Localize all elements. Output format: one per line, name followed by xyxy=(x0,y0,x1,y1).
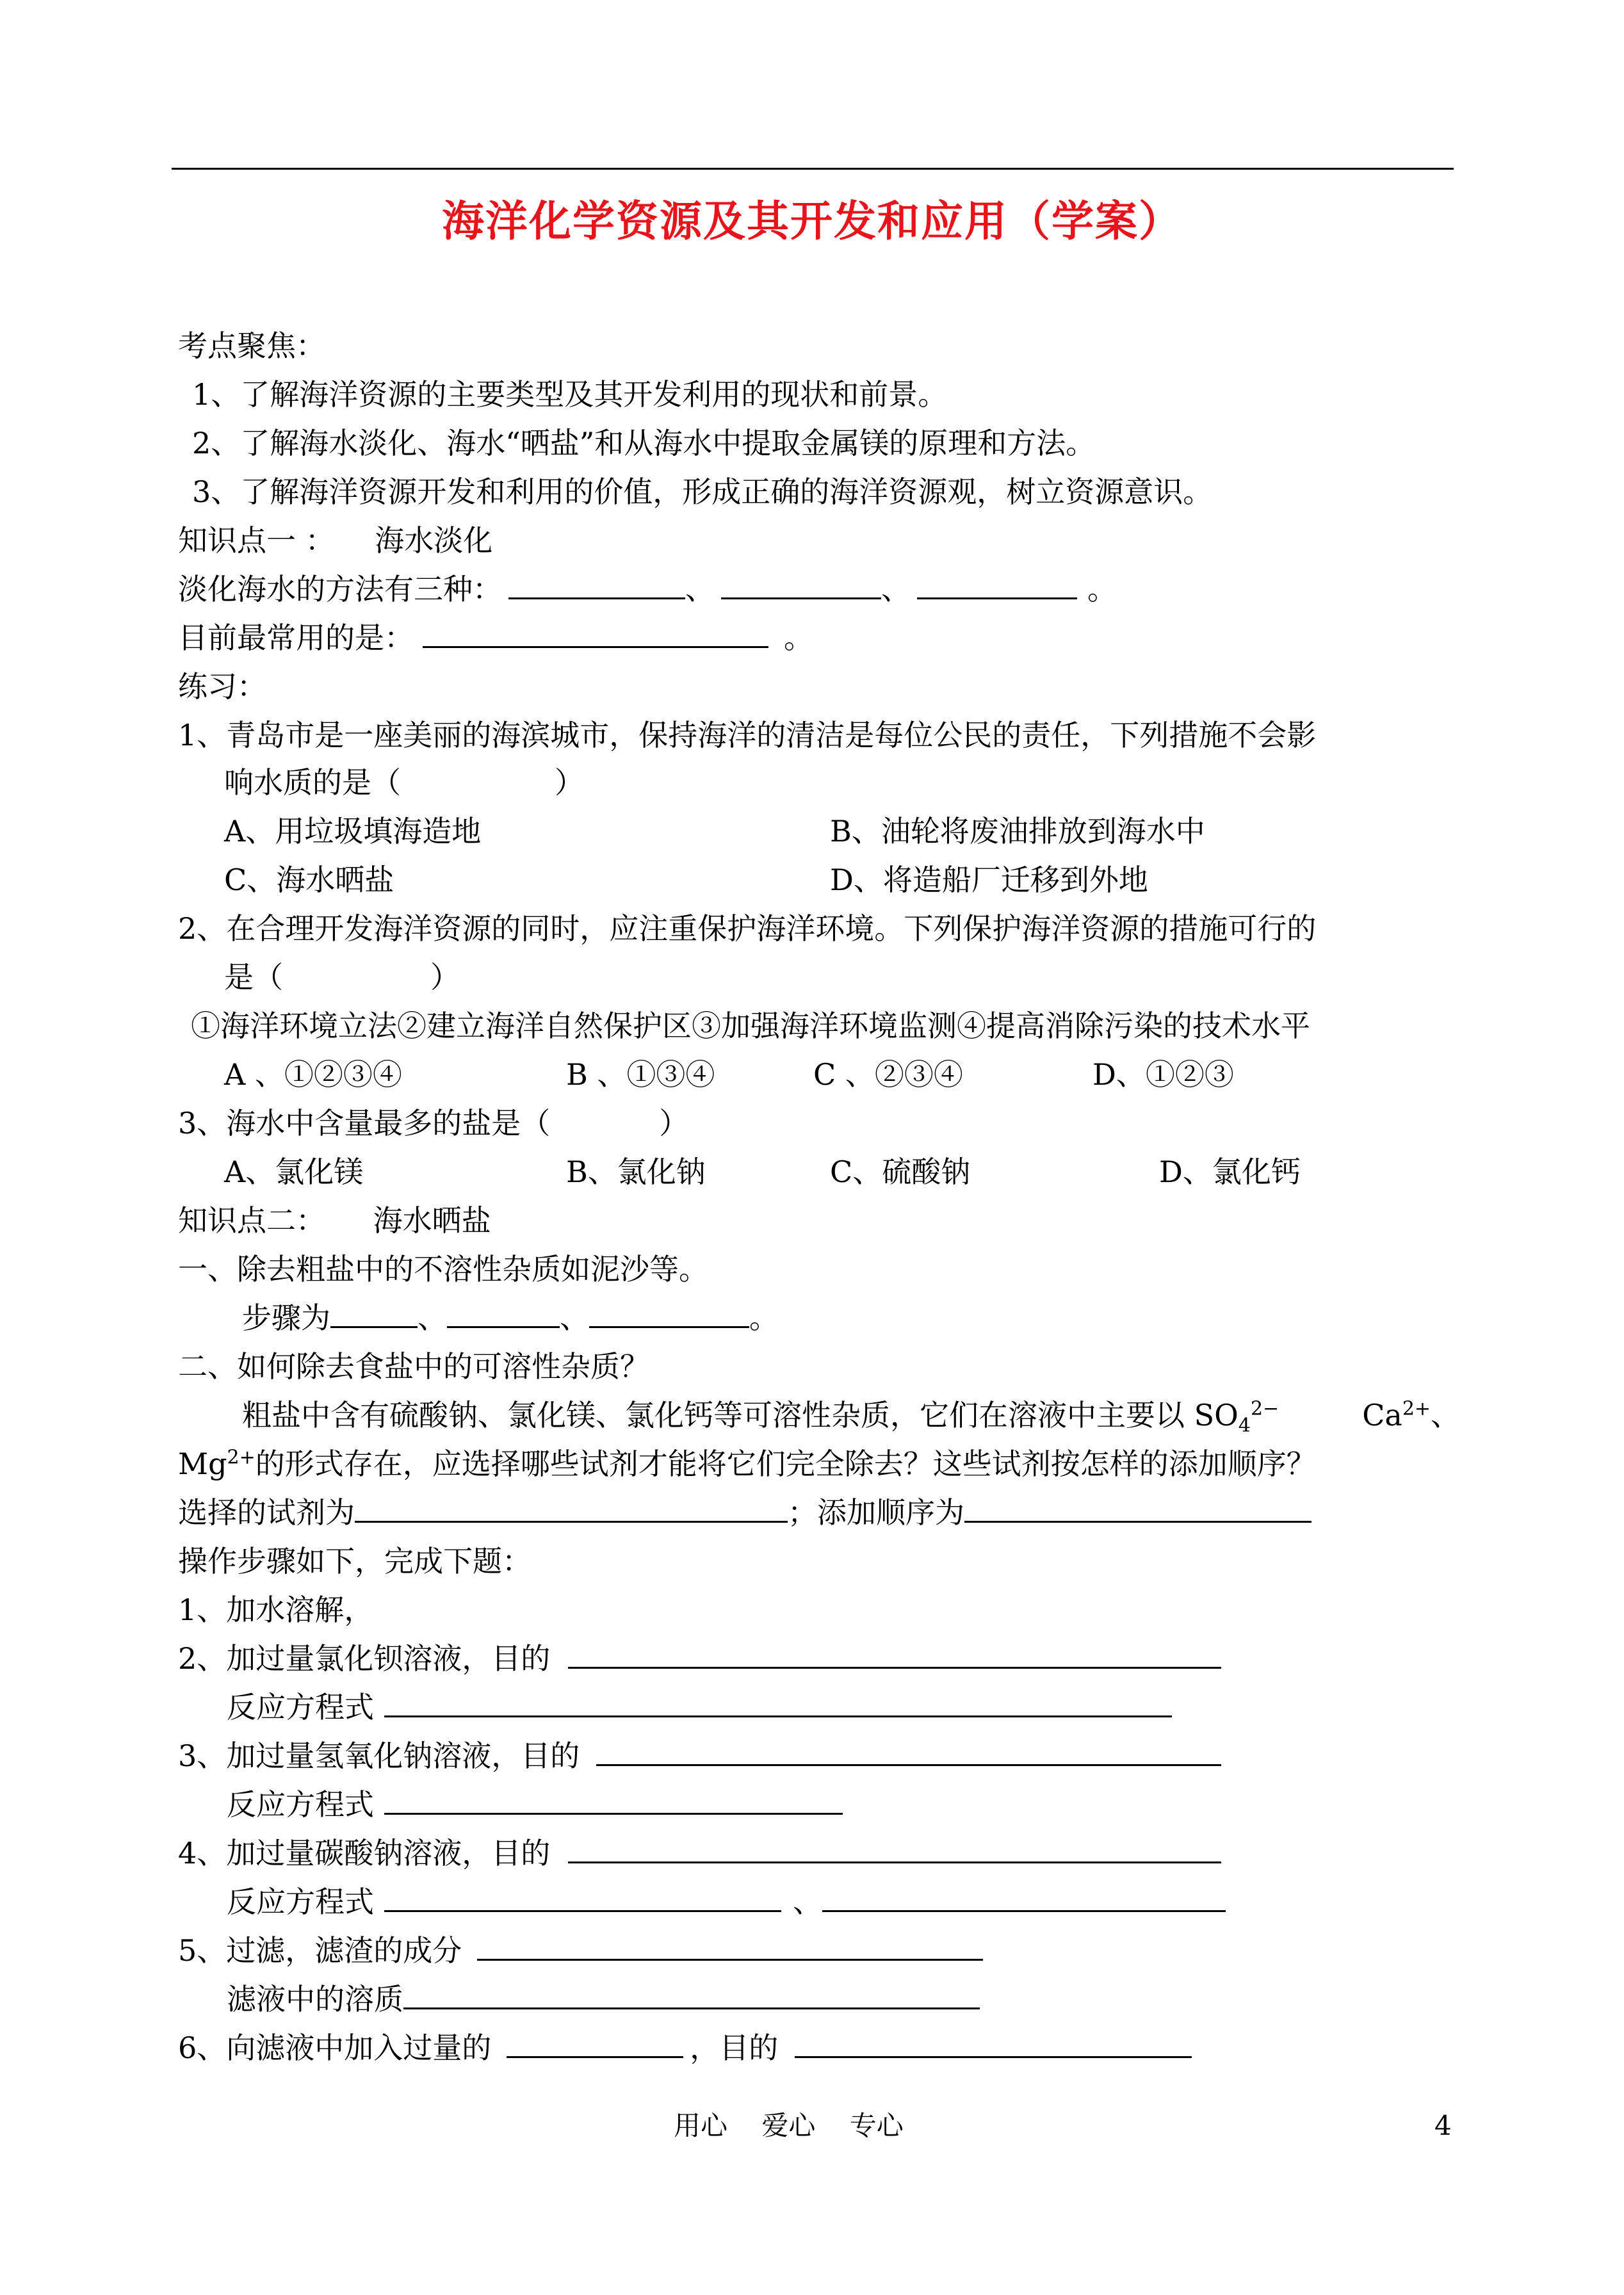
k1-common-line xyxy=(178,617,813,658)
op-6-line xyxy=(178,2027,1192,2068)
q3-option-d[interactable]: D、氯化钙 xyxy=(1159,1155,1301,1189)
blank-common-method[interactable] xyxy=(423,620,768,648)
blank-method-2[interactable] xyxy=(721,572,881,599)
blank-op3-equation[interactable] xyxy=(384,1787,843,1815)
blank-step-1[interactable] xyxy=(330,1301,418,1328)
so4-superscript: 2− xyxy=(1250,1397,1279,1420)
blank-reagents[interactable] xyxy=(355,1495,788,1523)
k2-steps-line xyxy=(242,1297,779,1338)
k2-paragraph-1 xyxy=(242,1395,1460,1436)
op-2-eq-line xyxy=(227,1687,1172,1728)
q3-option-a[interactable]: A、氯化镁 xyxy=(224,1155,364,1189)
q2-paren-close: ） xyxy=(430,960,460,994)
practice-heading: 练习： xyxy=(178,669,266,704)
q3-line xyxy=(178,1103,688,1144)
op-3-eq-line xyxy=(227,1784,843,1825)
op-1: 1、加水溶解， xyxy=(178,1593,374,1627)
op-3-line xyxy=(178,1735,1221,1776)
q1-option-d[interactable]: D、将造船厂迁移到外地 xyxy=(830,863,1148,897)
q2-option-a[interactable]: A 、①②③④ xyxy=(224,1057,402,1092)
op-2-eq-label: 反应方程式 xyxy=(227,1690,374,1724)
q2-option-d[interactable]: D、①②③ xyxy=(1092,1057,1234,1092)
q3-option-c[interactable]: C、硫酸钠 xyxy=(830,1155,971,1189)
k1-heading-label: 知识点一 ： xyxy=(178,523,335,558)
op-6-purpose-label: ，目的 xyxy=(690,2031,779,2065)
blank-filtrate-solute[interactable] xyxy=(403,1982,980,2009)
order-label: ；添加顺序为 xyxy=(788,1495,964,1530)
sep-5: 、 xyxy=(1431,1398,1461,1432)
k2-steps-label: 步骤为 xyxy=(242,1301,330,1335)
sep-6: 、 xyxy=(793,1885,822,1919)
focus-item-1: 1、了解海洋资源的主要类型及其开发利用的现状和前景。 xyxy=(192,377,948,412)
k1-heading xyxy=(178,520,492,561)
blank-step-2[interactable] xyxy=(447,1301,560,1328)
blank-op4-equation-2[interactable] xyxy=(822,1885,1226,1912)
op-5-line xyxy=(178,1930,983,1971)
ca-ion: Ca xyxy=(1362,1398,1402,1432)
op-4-eq-line xyxy=(227,1881,1226,1922)
focus-heading: 考点聚焦： xyxy=(178,328,325,363)
k1-methods-label: 淡化海水的方法有三种： xyxy=(178,572,502,606)
q3-stem: 3、海水中含量最多的盐是（ xyxy=(178,1106,551,1140)
op-3-eq-label: 反应方程式 xyxy=(227,1787,374,1822)
k2-paragraph-text-2: 的形式存在，应选择哪些试剂才能将它们完全除去？这些试剂按怎样的添加顺序？ xyxy=(255,1447,1316,1481)
k2-paragraph-text: 粗盐中含有硫酸钠、氯化镁、氯化钙等可溶性杂质，它们在溶液中主要以 SO xyxy=(242,1398,1238,1432)
end-2: 。 xyxy=(784,620,813,655)
k1-common-label: 目前最常用的是： xyxy=(178,620,414,655)
blank-op2-equation[interactable] xyxy=(384,1690,1172,1717)
blank-method-1[interactable] xyxy=(508,572,685,599)
op-2-line xyxy=(178,1638,1221,1679)
q2-option-b[interactable]: B 、①③④ xyxy=(566,1057,715,1092)
op-4-line xyxy=(178,1833,1221,1874)
q2-answer-slot[interactable] xyxy=(283,962,430,987)
page-number: 4 xyxy=(1434,2110,1452,2141)
op-5-label: 5、过滤，滤渣的成分 xyxy=(178,1933,462,1968)
q1-option-a[interactable]: A、用垃圾填海造地 xyxy=(224,814,482,848)
blank-method-3[interactable] xyxy=(917,572,1077,599)
q1-paren-close: ） xyxy=(555,765,584,800)
op-4-label: 4、加过量碳酸钠溶液，目的 xyxy=(178,1836,551,1870)
op-2-label: 2、加过量氯化钡溶液，目的 xyxy=(178,1641,551,1676)
q2-stem: 是（ xyxy=(224,960,283,994)
q2-line-1: 2、在合理开发海洋资源的同时，应注重保护海洋环境。下列保护海洋资源的措施可行的 xyxy=(178,911,1317,946)
so4-subscript: 4 xyxy=(1238,1415,1251,1438)
blank-op3-purpose[interactable] xyxy=(596,1739,1221,1766)
q3-answer-slot[interactable] xyxy=(550,1108,659,1133)
reagent-label: 选择的试剂为 xyxy=(178,1495,355,1530)
footer-motto: 用心 爱心 专心 xyxy=(674,2110,904,2141)
sep-4: 、 xyxy=(560,1301,589,1335)
sep-3: 、 xyxy=(418,1301,447,1335)
op-3-label: 3、加过量氢氧化钠溶液，目的 xyxy=(178,1739,580,1773)
q1-line-2 xyxy=(224,762,584,803)
k2-heading xyxy=(178,1200,491,1241)
op-4-eq-label: 反应方程式 xyxy=(227,1885,374,1919)
k2-part-2: 二、如何除去食盐中的可溶性杂质？ xyxy=(178,1349,649,1384)
blank-op6-reagent[interactable] xyxy=(507,2031,683,2058)
focus-item-3: 3、了解海洋资源开发和利用的价值，形成正确的海洋资源观，树立资源意识。 xyxy=(192,474,1213,509)
k2-part-1: 一、除去粗盐中的不溶性杂质如泥沙等。 xyxy=(178,1252,708,1286)
k2-topic: 海水晒盐 xyxy=(373,1203,491,1238)
q1-option-c[interactable]: C、海水晒盐 xyxy=(224,863,394,897)
q3-option-b[interactable]: B、氯化钠 xyxy=(566,1155,706,1189)
q1-option-b[interactable]: B、油轮将废油排放到海水中 xyxy=(830,814,1205,848)
blank-order[interactable] xyxy=(964,1495,1311,1523)
sep-2: 、 xyxy=(881,572,911,606)
q2-measures: ①海洋环境立法②建立海洋自然保护区③加强海洋环境监测④提高消除污染的技术水平 xyxy=(191,1009,1310,1043)
ca-superscript: 2+ xyxy=(1402,1397,1431,1420)
blank-op5-residue[interactable] xyxy=(477,1933,983,1961)
q2-line-2 xyxy=(224,957,460,998)
sep-1: 、 xyxy=(685,572,715,606)
blank-step-3[interactable] xyxy=(589,1301,749,1328)
q3-paren-close: ） xyxy=(659,1106,689,1140)
end-1: 。 xyxy=(1087,572,1117,606)
mg-ion: Mg xyxy=(178,1447,227,1481)
filtrate-label: 滤液中的溶质 xyxy=(227,1982,403,2016)
k1-methods-line xyxy=(178,569,1117,610)
page-title: 海洋化学资源及其开发和应用（学案） xyxy=(442,196,1182,246)
mg-superscript: 2+ xyxy=(227,1446,256,1469)
q2-option-c[interactable]: C 、②③④ xyxy=(813,1057,963,1092)
header-rule xyxy=(172,168,1454,170)
blank-op4-equation-1[interactable] xyxy=(384,1885,781,1912)
op-5-filtrate-line xyxy=(227,1979,980,2020)
k1-topic: 海水淡化 xyxy=(375,523,493,558)
q1-line-1: 1、青岛市是一座美丽的海滨城市，保持海洋的清洁是每位公民的责任，下列措施不会影 xyxy=(178,718,1317,752)
q1-answer-slot[interactable] xyxy=(401,767,555,793)
focus-item-2: 2、了解海水淡化、海水“晒盐”和从海水中提取金属镁的原理和方法。 xyxy=(192,426,1096,460)
k2-reagent-line xyxy=(178,1492,1311,1533)
ops-heading: 操作步骤如下，完成下题： xyxy=(178,1544,532,1578)
blank-op6-purpose[interactable] xyxy=(795,2031,1192,2058)
k2-paragraph-2 xyxy=(178,1443,1316,1484)
op-6-label: 6、向滤液中加入过量的 xyxy=(178,2031,492,2065)
blank-op4-purpose[interactable] xyxy=(568,1836,1221,1863)
q1-stem: 响水质的是（ xyxy=(224,765,401,800)
end-3: 。 xyxy=(749,1301,779,1335)
blank-op2-purpose[interactable] xyxy=(568,1641,1221,1669)
k2-heading-label: 知识点二： xyxy=(178,1203,325,1238)
